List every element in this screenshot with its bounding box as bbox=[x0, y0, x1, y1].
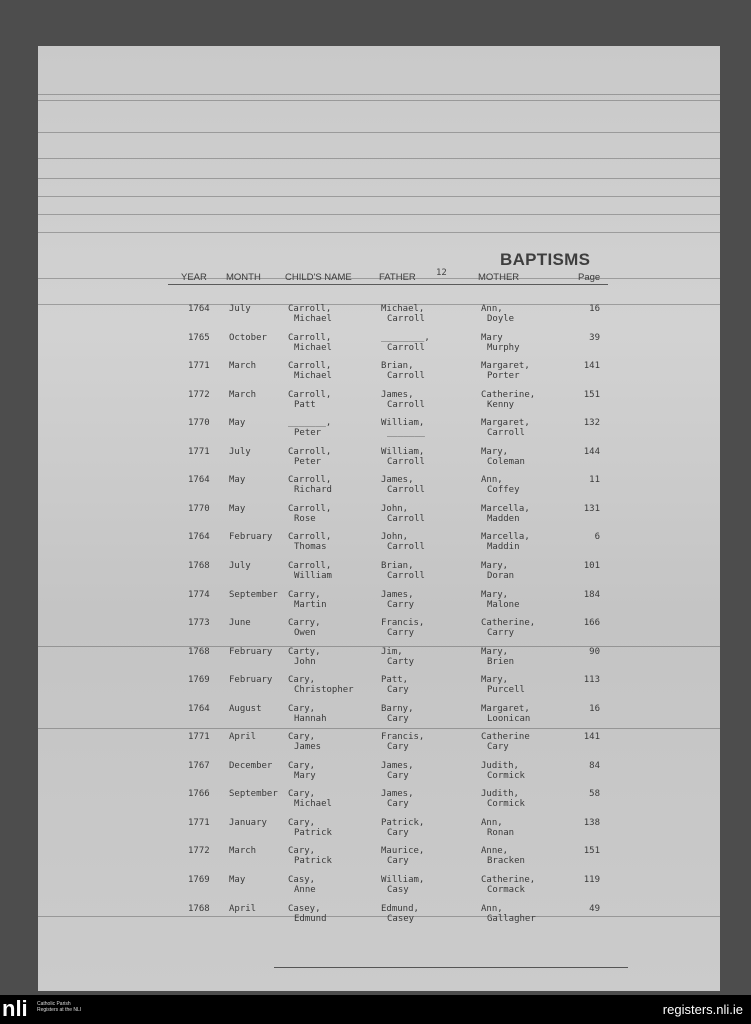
child-given-cell: Patrick bbox=[294, 827, 332, 838]
page-cell: 49 bbox=[589, 903, 600, 914]
mother-surname-cell: Cary bbox=[487, 742, 509, 753]
father-given-cell: Michael, bbox=[381, 304, 425, 314]
month-cell: May bbox=[229, 875, 246, 885]
mother-surname-cell: Carry bbox=[487, 628, 515, 639]
year-cell: 1771 bbox=[188, 817, 210, 828]
page-number: 12 bbox=[436, 268, 447, 278]
month-cell: May bbox=[229, 418, 246, 429]
father-given-cell: James, bbox=[381, 789, 414, 800]
month-cell: September bbox=[229, 789, 278, 800]
page-cell: 101 bbox=[583, 560, 600, 571]
father-surname-cell: Casy bbox=[387, 885, 409, 895]
child-surname-cell: Carroll, bbox=[288, 446, 332, 457]
mother-given-cell: Marcella, bbox=[481, 503, 530, 514]
father-surname-cell: Carry bbox=[387, 628, 415, 639]
child-surname-cell: Cary, bbox=[288, 817, 316, 828]
table-row bbox=[38, 418, 720, 446]
page-cell: 11 bbox=[589, 475, 600, 486]
month-cell: March bbox=[229, 846, 257, 857]
page-cell: 141 bbox=[583, 361, 600, 372]
father-given-cell: Brian, bbox=[381, 560, 414, 571]
father-given-cell: James, bbox=[381, 389, 414, 400]
child-given-cell: Michael bbox=[294, 342, 332, 353]
father-surname-cell: Cary bbox=[387, 685, 409, 696]
month-cell: May bbox=[229, 475, 246, 486]
table-row bbox=[38, 904, 720, 932]
table-row bbox=[38, 675, 720, 703]
table-row bbox=[38, 846, 720, 874]
mother-surname-cell: Malone bbox=[487, 599, 520, 610]
mother-surname-cell: Murphy bbox=[487, 342, 520, 353]
page-cell: 119 bbox=[583, 875, 600, 885]
child-surname-cell: Cary, bbox=[288, 846, 316, 857]
ruled-line bbox=[38, 232, 720, 233]
month-cell: July bbox=[229, 560, 251, 571]
table-row bbox=[38, 761, 720, 789]
father-given-cell: Patt, bbox=[381, 675, 409, 686]
mother-given-cell: Anne, bbox=[481, 846, 509, 857]
mother-surname-cell: Bracken bbox=[487, 856, 525, 867]
month-cell: July bbox=[229, 304, 251, 314]
month-cell: February bbox=[229, 675, 273, 686]
father-given-cell: William, bbox=[381, 418, 425, 429]
page-cell: 151 bbox=[583, 846, 600, 857]
father-surname-cell: Cary bbox=[387, 827, 409, 838]
father-surname-cell: Casey bbox=[387, 913, 415, 924]
child-surname-cell: Carty, bbox=[288, 646, 321, 657]
ruled-line bbox=[38, 178, 720, 179]
mother-surname-cell: Cormick bbox=[487, 799, 525, 810]
mother-given-cell: Mary bbox=[481, 332, 503, 343]
mother-given-cell: Catherine, bbox=[481, 618, 536, 629]
child-given-cell: Peter bbox=[294, 456, 322, 467]
mother-surname-cell: Purcell bbox=[487, 685, 525, 696]
year-cell: 1774 bbox=[188, 589, 210, 600]
child-given-cell: Michael bbox=[294, 371, 332, 382]
mother-given-cell: Judith, bbox=[481, 789, 519, 800]
mother-given-cell: Ann, bbox=[481, 817, 503, 828]
page-cell: 131 bbox=[583, 503, 600, 514]
father-given-cell: William, bbox=[381, 446, 425, 457]
father-surname-cell: Cary bbox=[387, 770, 409, 781]
mother-surname-cell: Madden bbox=[487, 513, 520, 524]
year-cell: 1769 bbox=[188, 675, 210, 686]
mother-given-cell: Mary, bbox=[481, 646, 509, 657]
mother-given-cell: Ann, bbox=[481, 475, 503, 486]
mother-surname-cell: Cormack bbox=[487, 885, 525, 895]
child-surname-cell: _______, bbox=[288, 418, 332, 429]
month-cell: March bbox=[229, 361, 257, 372]
father-given-cell: Barny, bbox=[381, 703, 414, 714]
mother-given-cell: Mary, bbox=[481, 446, 509, 457]
child-given-cell: Mary bbox=[294, 770, 316, 781]
month-cell: June bbox=[229, 618, 251, 629]
father-surname-cell: Carroll bbox=[387, 399, 425, 410]
child-surname-cell: Carroll, bbox=[288, 304, 332, 314]
child-given-cell: John bbox=[294, 656, 316, 667]
table-row bbox=[38, 504, 720, 532]
mother-given-cell: Catherine, bbox=[481, 875, 536, 885]
child-given-cell: Peter bbox=[294, 428, 322, 439]
register-page bbox=[38, 46, 720, 991]
page-cell: 39 bbox=[589, 332, 600, 343]
mother-given-cell: Mary, bbox=[481, 675, 509, 686]
page-cell: 6 bbox=[594, 532, 600, 543]
header-father: FATHER bbox=[379, 272, 416, 283]
ruled-line bbox=[38, 214, 720, 215]
table-row bbox=[38, 475, 720, 503]
month-cell: October bbox=[229, 332, 267, 343]
year-cell: 1764 bbox=[188, 475, 210, 486]
year-cell: 1771 bbox=[188, 732, 210, 743]
ruled-line bbox=[38, 158, 720, 159]
table-row bbox=[38, 875, 720, 903]
year-cell: 1772 bbox=[188, 389, 210, 400]
page-cell: 138 bbox=[583, 817, 600, 828]
father-given-cell: John, bbox=[381, 503, 409, 514]
child-surname-cell: Cary, bbox=[288, 703, 316, 714]
page-cell: 151 bbox=[583, 389, 600, 400]
child-given-cell: Patrick bbox=[294, 856, 332, 867]
father-given-cell: Francis, bbox=[381, 618, 425, 629]
child-given-cell: Richard bbox=[294, 485, 332, 496]
father-given-cell: Jim, bbox=[381, 646, 403, 657]
year-cell: 1771 bbox=[188, 361, 210, 372]
mother-surname-cell: Porter bbox=[487, 371, 520, 382]
child-given-cell: Patt bbox=[294, 399, 316, 410]
father-surname-cell: Cary bbox=[387, 799, 409, 810]
year-cell: 1767 bbox=[188, 760, 210, 771]
father-surname-cell: Cary bbox=[387, 856, 409, 867]
table-row bbox=[38, 618, 720, 646]
child-surname-cell: Casy, bbox=[288, 875, 316, 885]
child-surname-cell: Cary, bbox=[288, 760, 316, 771]
table-row bbox=[38, 304, 720, 332]
father-given-cell: James, bbox=[381, 760, 414, 771]
child-surname-cell: Cary, bbox=[288, 732, 316, 743]
father-given-cell: James, bbox=[381, 589, 414, 600]
mother-surname-cell: Gallagher bbox=[487, 913, 536, 924]
father-surname-cell: Carroll bbox=[387, 456, 425, 467]
table-row bbox=[38, 361, 720, 389]
mother-surname-cell: Maddin bbox=[487, 542, 520, 553]
mother-given-cell: Catherine, bbox=[481, 389, 536, 400]
child-surname-cell: Carroll, bbox=[288, 475, 332, 486]
year-cell: 1764 bbox=[188, 703, 210, 714]
page-cell: 113 bbox=[583, 675, 600, 686]
header-page: Page bbox=[578, 272, 601, 283]
year-cell: 1772 bbox=[188, 846, 210, 857]
mother-surname-cell: Cormick bbox=[487, 770, 525, 781]
month-cell: August bbox=[229, 703, 262, 714]
father-surname-cell: Carroll bbox=[387, 342, 425, 353]
child-given-cell: Owen bbox=[294, 628, 316, 639]
ruled-line bbox=[38, 94, 720, 95]
father-given-cell: Maurice, bbox=[381, 846, 425, 857]
nli-logo: nli bbox=[2, 996, 28, 1021]
month-cell: September bbox=[229, 589, 278, 600]
father-surname-cell: Cary bbox=[387, 742, 409, 753]
table-row bbox=[38, 647, 720, 675]
year-cell: 1768 bbox=[188, 646, 210, 657]
year-cell: 1769 bbox=[188, 875, 210, 885]
child-surname-cell: Carroll, bbox=[288, 361, 332, 372]
page-cell: 184 bbox=[583, 589, 600, 600]
mother-given-cell: Ann, bbox=[481, 304, 503, 314]
child-surname-cell: Carry, bbox=[288, 589, 321, 600]
table-row bbox=[38, 561, 720, 589]
mother-surname-cell: Loonican bbox=[487, 713, 531, 724]
child-given-cell: Michael bbox=[294, 314, 332, 324]
child-surname-cell: Cary, bbox=[288, 789, 316, 800]
mother-given-cell: Ann, bbox=[481, 903, 503, 914]
father-given-cell: ________, bbox=[381, 332, 430, 343]
page-cell: 16 bbox=[589, 304, 600, 314]
mother-given-cell: Margaret, bbox=[481, 418, 530, 429]
table-row bbox=[38, 704, 720, 732]
mother-surname-cell: Doyle bbox=[487, 314, 515, 324]
father-surname-cell: _______ bbox=[387, 428, 425, 439]
mother-given-cell: Mary, bbox=[481, 560, 509, 571]
child-surname-cell: Carry, bbox=[288, 618, 321, 629]
father-given-cell: Brian, bbox=[381, 361, 414, 372]
month-cell: February bbox=[229, 532, 273, 543]
ruled-line bbox=[38, 196, 720, 197]
year-cell: 1764 bbox=[188, 532, 210, 543]
father-surname-cell: Carroll bbox=[387, 570, 425, 581]
year-cell: 1768 bbox=[188, 560, 210, 571]
child-given-cell: Michael bbox=[294, 799, 332, 810]
mother-given-cell: Margaret, bbox=[481, 703, 530, 714]
header-month: MONTH bbox=[226, 272, 261, 283]
year-cell: 1766 bbox=[188, 789, 210, 800]
table-row bbox=[38, 789, 720, 817]
father-surname-cell: Cary bbox=[387, 713, 409, 724]
month-cell: July bbox=[229, 446, 251, 457]
page-cell: 141 bbox=[583, 732, 600, 743]
table-end-line bbox=[274, 967, 628, 968]
child-given-cell: Martin bbox=[294, 599, 327, 610]
father-surname-cell: Carroll bbox=[387, 513, 425, 524]
child-surname-cell: Casey, bbox=[288, 903, 321, 914]
mother-surname-cell: Brien bbox=[487, 656, 515, 667]
father-surname-cell: Carroll bbox=[387, 542, 425, 553]
header-mother: MOTHER bbox=[478, 272, 520, 283]
table-row bbox=[38, 390, 720, 418]
table-row bbox=[38, 732, 720, 760]
table-row bbox=[38, 590, 720, 618]
father-given-cell: Patrick, bbox=[381, 817, 425, 828]
year-cell: 1764 bbox=[188, 304, 210, 314]
header-year: YEAR bbox=[181, 272, 207, 283]
father-surname-cell: Carroll bbox=[387, 371, 425, 382]
mother-surname-cell: Carroll bbox=[487, 428, 525, 439]
header-child: CHILD'S NAME bbox=[285, 272, 352, 283]
footer-bar bbox=[0, 995, 751, 1024]
month-cell: April bbox=[229, 903, 257, 914]
child-surname-cell: Carroll, bbox=[288, 389, 332, 400]
mother-given-cell: Marcella, bbox=[481, 532, 530, 543]
year-cell: 1770 bbox=[188, 418, 210, 429]
year-cell: 1773 bbox=[188, 618, 210, 629]
child-given-cell: Edmund bbox=[294, 913, 327, 924]
month-cell: February bbox=[229, 646, 273, 657]
mother-surname-cell: Kenny bbox=[487, 399, 515, 410]
page-cell: 144 bbox=[583, 446, 600, 457]
table-row bbox=[38, 333, 720, 361]
child-surname-cell: Carroll, bbox=[288, 560, 332, 571]
year-cell: 1770 bbox=[188, 503, 210, 514]
child-surname-cell: Carroll, bbox=[288, 332, 332, 343]
child-given-cell: Thomas bbox=[294, 542, 327, 553]
page-cell: 166 bbox=[583, 618, 600, 629]
year-cell: 1768 bbox=[188, 903, 210, 914]
page-cell: 58 bbox=[589, 789, 600, 800]
father-surname-cell: Carry bbox=[387, 599, 415, 610]
mother-surname-cell: Ronan bbox=[487, 827, 515, 838]
ruled-line bbox=[38, 100, 720, 101]
month-cell: March bbox=[229, 389, 257, 400]
father-given-cell: Edmund, bbox=[381, 903, 419, 914]
header-underline bbox=[168, 284, 608, 285]
child-surname-cell: Carroll, bbox=[288, 503, 332, 514]
father-given-cell: Francis, bbox=[381, 732, 425, 743]
child-surname-cell: Cary, bbox=[288, 675, 316, 686]
logo-caption: Catholic Parish Registers at the NLI bbox=[37, 1001, 82, 1013]
child-surname-cell: Carroll, bbox=[288, 532, 332, 543]
mother-surname-cell: Doran bbox=[487, 570, 515, 581]
mother-given-cell: Judith, bbox=[481, 760, 519, 771]
father-surname-cell: Carty bbox=[387, 656, 415, 667]
month-cell: April bbox=[229, 732, 257, 743]
month-cell: December bbox=[229, 760, 273, 771]
mother-given-cell: Margaret, bbox=[481, 361, 530, 372]
mother-surname-cell: Coffey bbox=[487, 485, 520, 496]
page-cell: 90 bbox=[589, 646, 600, 657]
ruled-line bbox=[38, 132, 720, 133]
table-row bbox=[38, 818, 720, 846]
father-given-cell: James, bbox=[381, 475, 414, 486]
father-given-cell: John, bbox=[381, 532, 409, 543]
table-row bbox=[38, 532, 720, 560]
child-given-cell: Hannah bbox=[294, 713, 327, 724]
page-title: BAPTISMS bbox=[500, 250, 591, 269]
year-cell: 1765 bbox=[188, 332, 210, 343]
month-cell: May bbox=[229, 503, 246, 514]
child-given-cell: Rose bbox=[294, 513, 316, 524]
child-given-cell: William bbox=[294, 570, 332, 581]
mother-surname-cell: Coleman bbox=[487, 456, 525, 467]
child-given-cell: Christopher bbox=[294, 685, 354, 696]
mother-given-cell: Mary, bbox=[481, 589, 509, 600]
page-cell: 16 bbox=[589, 703, 600, 714]
mother-given-cell: Catherine bbox=[481, 732, 530, 743]
father-given-cell: William, bbox=[381, 875, 425, 885]
child-given-cell: Anne bbox=[294, 885, 316, 895]
father-surname-cell: Carroll bbox=[387, 485, 425, 496]
page-cell: 132 bbox=[583, 418, 600, 429]
table-row bbox=[38, 447, 720, 475]
father-surname-cell: Carroll bbox=[387, 314, 425, 324]
child-given-cell: James bbox=[294, 742, 322, 753]
page-cell: 84 bbox=[589, 760, 600, 771]
month-cell: January bbox=[229, 817, 267, 828]
site-link[interactable]: registers.nli.ie bbox=[662, 1002, 743, 1017]
year-cell: 1771 bbox=[188, 446, 210, 457]
